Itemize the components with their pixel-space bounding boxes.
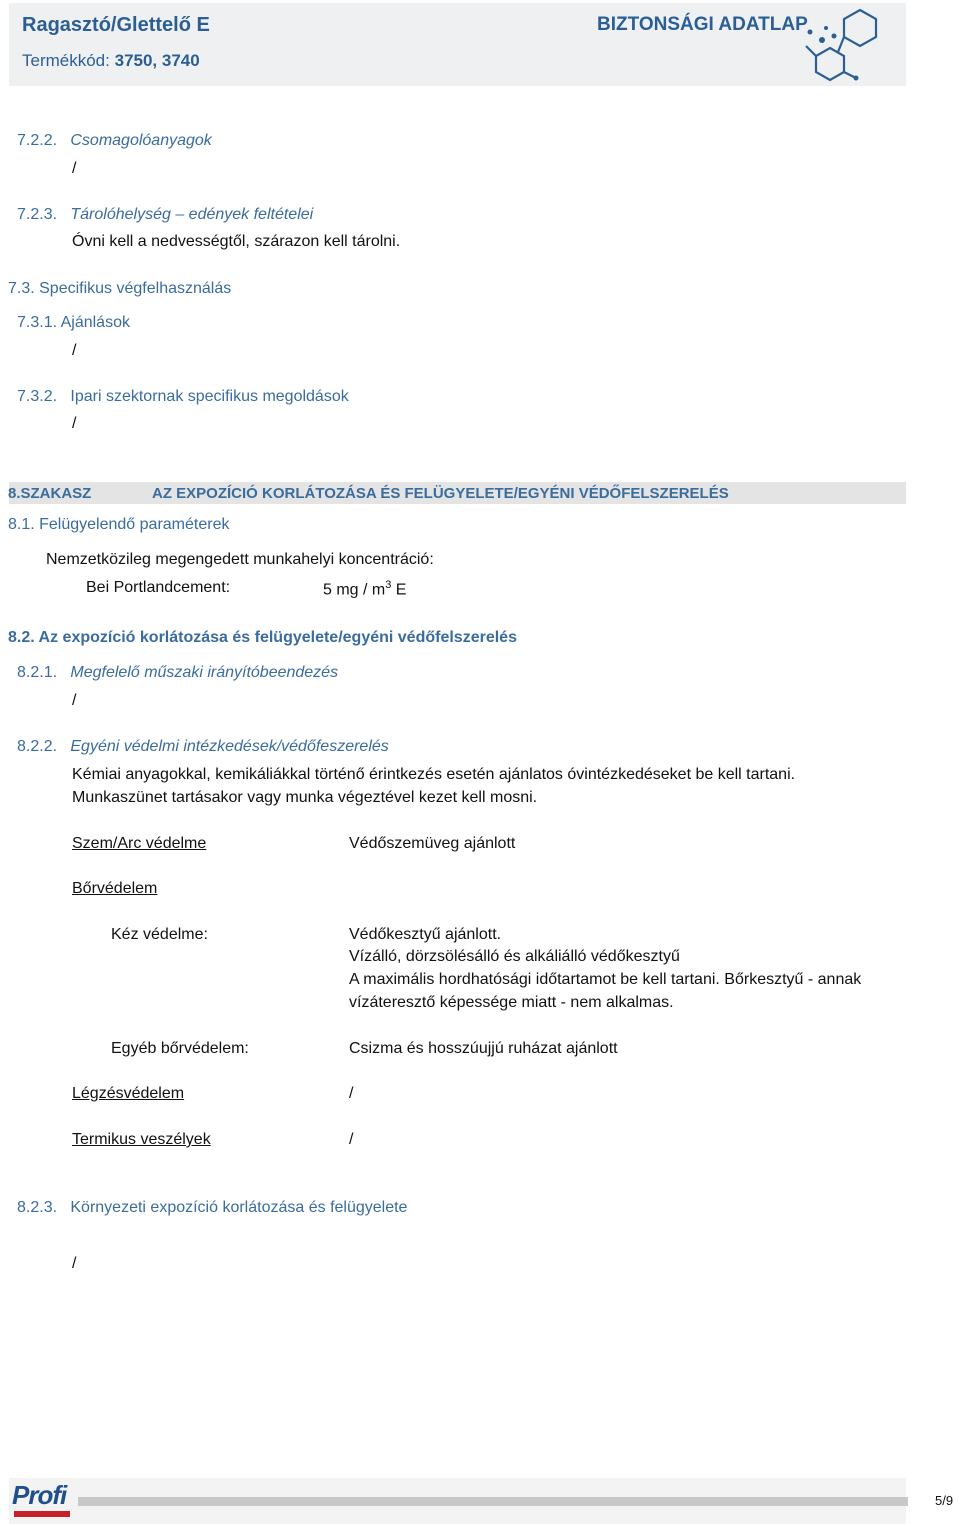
hand-protection-label: Kéz védelme:: [111, 926, 208, 943]
section-8-2-1-value: /: [72, 692, 77, 709]
section-8-number: 8.SZAKASZ: [8, 485, 92, 502]
section-7-2-2-value: /: [72, 160, 77, 177]
section-8-1-heading: 8.1. Felügyelendő paraméterek: [8, 516, 230, 533]
limit-label: Bei Portlandcement:: [86, 579, 231, 596]
skin-protection-label: Bőrvédelem: [72, 880, 158, 897]
section-8-2-2-text-1: Kémiai anyagokkal, kemikáliákkal történő érintkezés esetén ajánlatos óvintézkedéseket be kell tartani.: [72, 766, 796, 783]
limit-value: 5 mg / $m^3$ E: [323, 579, 407, 599]
section-7-2-2-heading: 7.2.2. Csomagolóanyagok: [17, 132, 212, 149]
section-7-3-2-value: /: [72, 415, 77, 432]
section-8-2-2-text-2: Munkaszünet tartásakor vagy munka végeztével kezet kell mosni.: [72, 789, 538, 806]
section-8-2-1-heading: 8.2.1. Megfelelő műszaki irányítóbeendezés: [17, 664, 339, 681]
page-number: 5/9: [935, 1493, 954, 1508]
section-7-3-2-heading: 7.3.2. Ipari szektornak specifikus megoldások: [17, 388, 349, 405]
thermal-value: /: [349, 1131, 354, 1148]
thermal-label: Termikus veszélyek: [72, 1131, 211, 1148]
respiratory-label: Légzésvédelem: [72, 1085, 185, 1102]
footer-rule: [78, 1497, 908, 1506]
eye-protection-value: Védőszemüveg ajánlott: [349, 835, 516, 852]
respiratory-value: /: [349, 1085, 354, 1102]
profi-logo: Profi: [12, 1480, 67, 1510]
section-7-3-1-heading: 7.3.1. Ajánlások: [17, 314, 130, 331]
hand-protection-value-3: A maximális hordhatósági időtartamot be kell tartani. Bőrkesztyű - annak: [349, 971, 862, 988]
hand-protection-value-1: Védőkesztyű ajánlott.: [349, 926, 502, 943]
document-type: BIZTONSÁGI ADATLAP: [597, 14, 808, 35]
section-7-2-3-heading: 7.2.3. Tárolóhelység – edények feltételei: [17, 206, 314, 223]
section-7-3-1-value: /: [72, 342, 77, 359]
section-7-3-heading: 7.3. Specifikus végfelhasználás: [8, 280, 232, 297]
section-8-2-3-heading: 8.2.3. Környezeti expozíció korlátozása és felügyelete: [17, 1199, 408, 1216]
section-8-title: AZ EXPOZÍCIÓ KORLÁTOZÁSA ÉS FELÜGYELETE/EGYÉNI VÉDŐFELSZERELÉS: [152, 485, 729, 502]
other-skin-label: Egyéb bőrvédelem:: [111, 1040, 249, 1057]
section-7-2-3-text: Óvni kell a nedvességtől, szárazon kell tárolni.: [72, 233, 401, 250]
product-code: Termékkód: 3750, 3740: [22, 51, 200, 70]
eye-protection-label: Szem/Arc védelme: [72, 835, 207, 852]
section-8-2-2-heading: 8.2.2. Egyéni védelmi intézkedések/védőfeszerelés: [17, 738, 389, 755]
hand-protection-value-4: vízáteresztő képessége miatt - nem alkalmas.: [349, 994, 674, 1011]
molecule-logo-icon: [800, 6, 890, 84]
profi-logo-stripe: [14, 1511, 70, 1517]
section-8-1-text: Nemzetközileg megengedett munkahelyi koncentráció:: [46, 551, 434, 568]
product-title: Ragasztó/Glettelő E: [22, 14, 210, 36]
other-skin-value: Csizma és hosszúujjú ruházat ajánlott: [349, 1040, 618, 1057]
hand-protection-value-2: Vízálló, dörzsölésálló és alkáliálló védőkesztyű: [349, 948, 680, 965]
section-8-2-3-value: /: [72, 1255, 77, 1272]
section-8-2-heading: 8.2. Az expozíció korlátozása és felügyelete/egyéni védőfelszerelés: [8, 629, 517, 646]
